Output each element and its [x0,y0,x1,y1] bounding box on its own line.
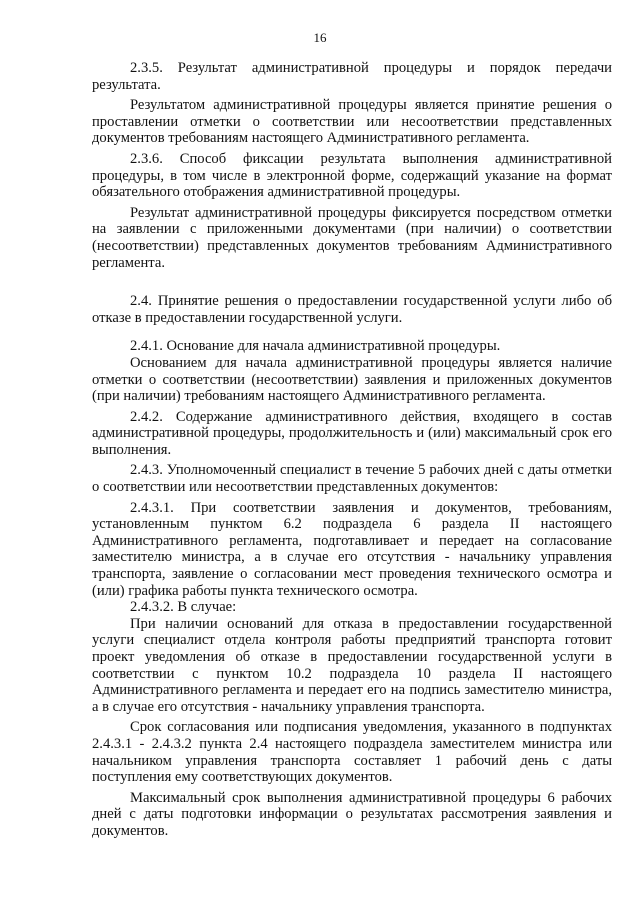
paragraph-result-fixation: Результат административной процедуры фиксируется посредством отметки на заявлении с приложенными документами (при наличии) о соответствии (несоответствии) представленных документов требованиям Административного регламента. [92,204,612,271]
paragraph-2-3-5: 2.3.5. Результат административной процедуры и порядок передачи результата. [92,60,612,93]
page-number: 16 [313,30,327,45]
paragraph-2-4-3-2: 2.4.3.2. В случае: [130,599,237,616]
paragraph-2-3-6: 2.3.6. Способ фиксации результата выполнения административной процедуры, в том числе в электронной форме, содержащий указание на формат обязательного отображения административной процедуры. [92,150,612,201]
paragraph-max-term: Максимальный срок выполнения административной процедуры 6 рабочих дней с даты подготовки информации о результатах рассмотрения заявления и документов. [92,789,612,839]
paragraph-approval-term: Срок согласования или подписания уведомления, указанного в подпунктах 2.4.3.1 - 2.4.3.2 пункта 2.4 настоящего подраздела заместителем министра или начальником управления транспорта составляет 1 рабочий день с даты поступления ему соответствующих документов. [92,719,612,786]
section-heading-2-4: 2.4. Принятие решения о предоставлении государственной услуги либо об отказе в предоставлении государственной услуги. [92,293,612,326]
paragraph-result-description: Результатом административной процедуры является принятие решения о проставлении отметки о соответствии или несоответствии представленных документов требованиям настоящего Административного регламента. [92,97,612,147]
paragraph-2-4-3-1: 2.4.3.1. При соответствии заявления и документов, требованиям, установленным пунктом 6.2 подраздела 6 раздела II настоящего Административного регламента, подготавливает и передает на согласование заместителю министра, а в случае его отсутствия - начальнику управления транспорта, заявление о согласовании мест проведения технического осмотра и (или) графика работы пункта технического осмотра. [92,499,612,599]
paragraph-2-4-3: 2.4.3. Уполномоченный специалист в течение 5 рабочих дней с даты отметки о соответствии или несоответствии представленных документов: [92,462,612,496]
paragraph-refusal: При наличии оснований для отказа в предоставлении государственной услуги специалист отдела контроля работы предприятий транспорта готовит проект уведомления об отказе в предоставлении государственной услуги в соответствии с пунктом 10.2 подраздела 10 раздела II настоящего Административного регламента и передает его на подпись заместителю министра, а в случае его отсутствия - начальнику управления транспорта. [92,615,612,715]
document-body [92,60,612,840]
paragraph-basis: Основанием для начала административной процедуры является наличие отметки о соответствии (несоответствии) заявления и приложенных документов (при наличии) требованиям настоящего Административного регламента. [92,354,612,405]
paragraph-2-4-2: 2.4.2. Содержание административного действия, входящего в состав административной процедуры, продолжительность и (или) максимальный срок его выполнения. [92,408,612,458]
paragraph-2-4-1: 2.4.1. Основание для начала административной процедуры. [130,338,501,355]
